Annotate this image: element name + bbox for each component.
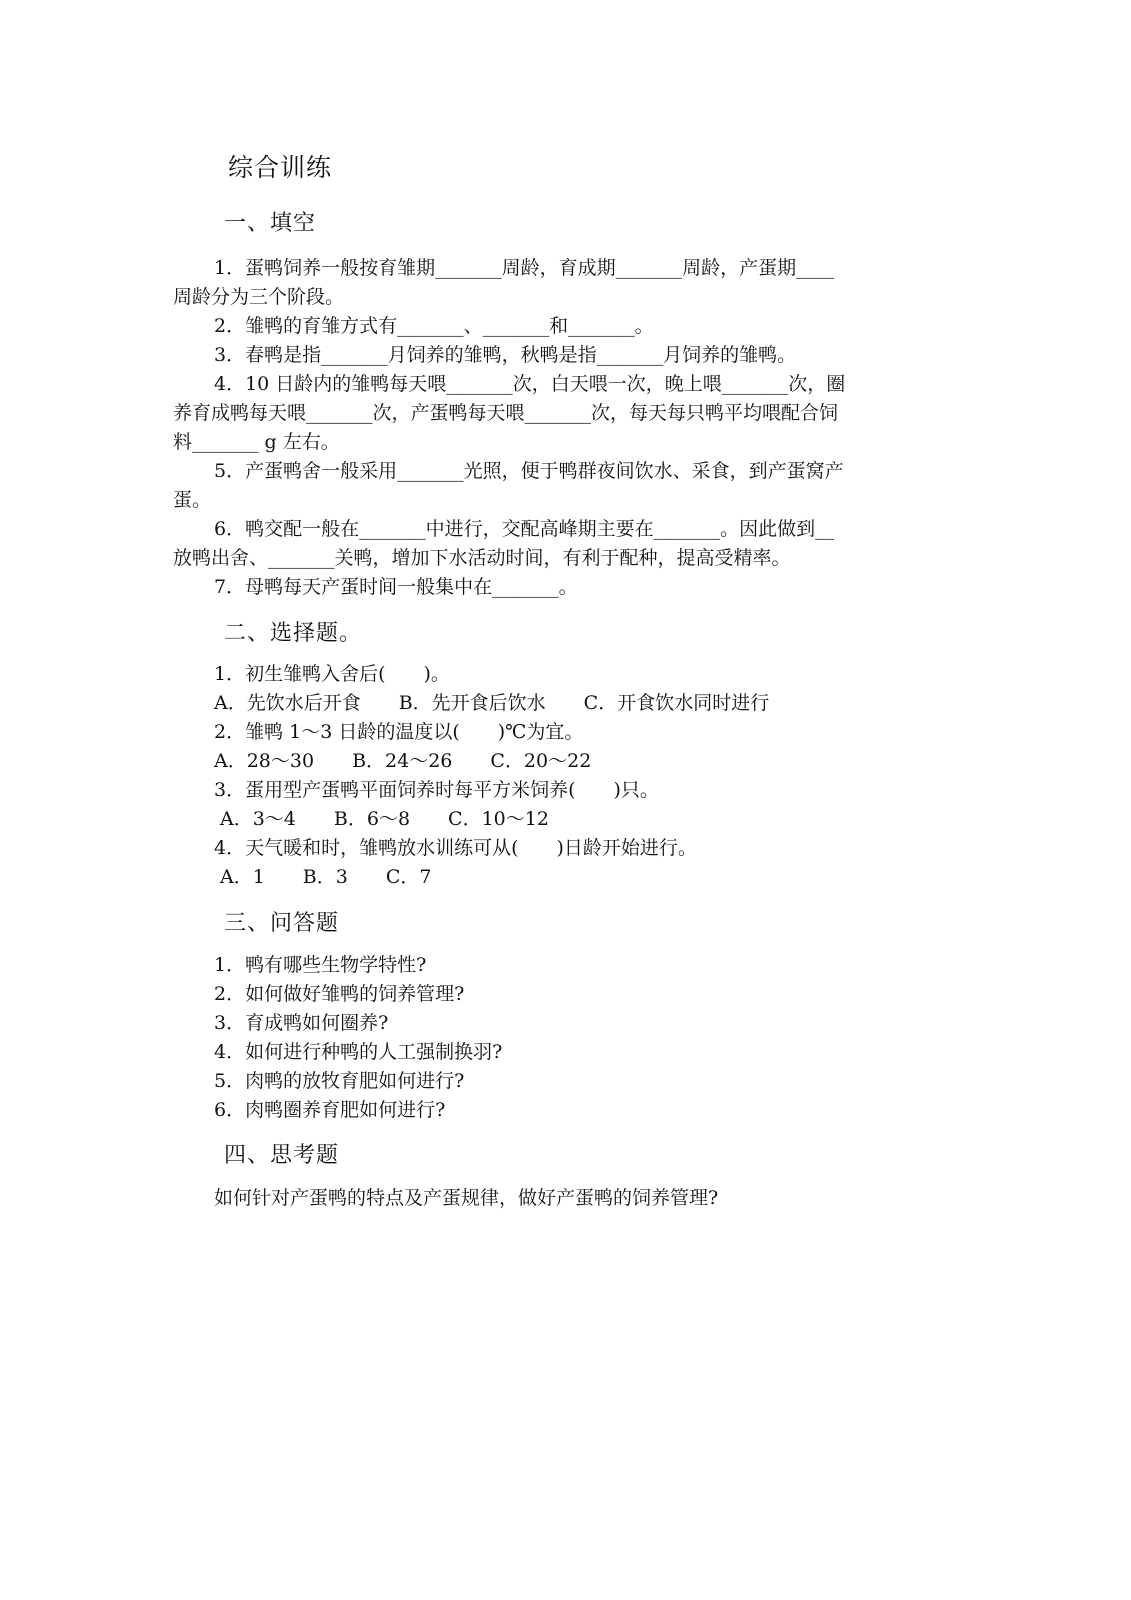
section-heading-choice: 二、选择题。	[224, 621, 363, 646]
choice-question: 1．初生雏鸭入舍后( )。	[214, 663, 450, 685]
qa-question: 6．肉鸭圈养育肥如何进行?	[214, 1099, 446, 1121]
qa-question: 3．育成鸭如何圈养?	[214, 1012, 389, 1034]
qa-question: 5．肉鸭的放牧育肥如何进行?	[214, 1070, 465, 1092]
section-heading-qa: 三、问答题	[224, 911, 340, 936]
section-heading-fill: 一、填空	[224, 211, 317, 236]
choice-question: 2．雏鸭 1～3 日龄的温度以( )℃为宜。	[214, 721, 584, 743]
page-title: 综合训练	[228, 153, 333, 182]
think-question: 如何针对产蛋鸭的特点及产蛋规律，做好产蛋鸭的饲养管理?	[214, 1187, 719, 1209]
fill-line: 放鸭出舍、_______关鸭，增加下水活动时间，有利于配种，提高受精率。	[173, 547, 791, 569]
qa-question: 2．如何做好雏鸭的饲养管理?	[214, 983, 465, 1005]
fill-line: 周龄分为三个阶段。	[173, 286, 345, 308]
fill-line: 6．鸭交配一般在_______中进行，交配高峰期主要在_______。因此做到__	[214, 518, 835, 540]
choice-question: 4．天气暖和时，雏鸭放水训练可从( )日龄开始进行。	[214, 837, 697, 859]
fill-line: 3．春鸭是指_______月饲养的雏鸭，秋鸭是指_______月饲养的雏鸭。	[214, 344, 797, 366]
fill-line: 1．蛋鸭饲养一般按育雏期_______周龄，育成期_______周龄，产蛋期____	[214, 257, 835, 279]
choice-options: A．先饮水后开食 B．先开食后饮水 C．开食饮水同时进行	[214, 692, 770, 714]
qa-question: 4．如何进行种鸭的人工强制换羽?	[214, 1041, 503, 1063]
choice-options: A．1 B．3 C．7	[220, 866, 432, 888]
fill-line: 养育成鸭每天喂_______次，产蛋鸭每天喂_______次，每天每只鸭平均喂配合饲	[173, 402, 839, 424]
fill-line: 7．母鸭每天产蛋时间一般集中在_______。	[214, 576, 578, 598]
choice-options: A．28～30 B．24～26 C．20～22	[214, 750, 592, 772]
fill-line: 5．产蛋鸭舍一般采用_______光照，便于鸭群夜间饮水、采食，到产蛋窝产	[214, 460, 844, 482]
fill-line: 2．雏鸭的育雏方式有_______、_______和_______。	[214, 315, 654, 337]
qa-question: 1．鸭有哪些生物学特性?	[214, 954, 427, 976]
choice-options: A．3～4 B．6～8 C．10～12	[220, 808, 549, 830]
fill-line: 料_______ g 左右。	[173, 431, 340, 453]
choice-question: 3．蛋用型产蛋鸭平面饲养时每平方米饲养( )只。	[214, 779, 659, 801]
fill-line: 蛋。	[173, 489, 212, 511]
section-heading-think: 四、思考题	[224, 1143, 340, 1168]
fill-line: 4．10 日龄内的雏鸭每天喂_______次，白天喂一次，晚上喂_______次，圈	[214, 373, 846, 395]
